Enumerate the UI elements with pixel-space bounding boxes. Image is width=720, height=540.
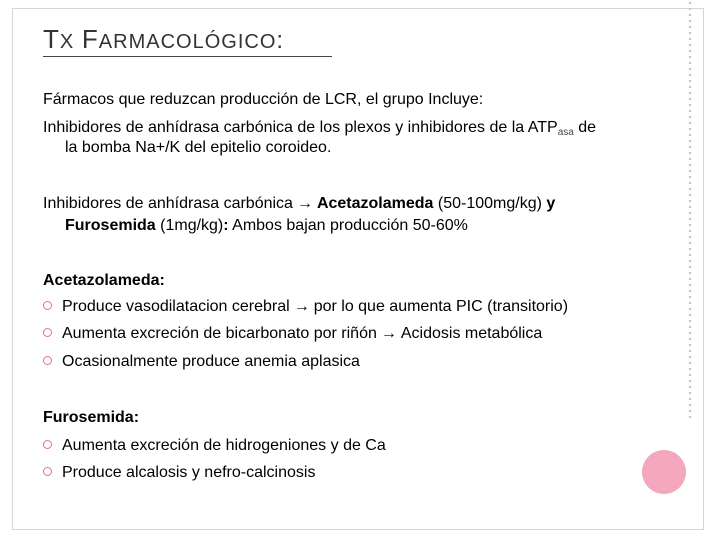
arrow-icon: → <box>296 195 313 212</box>
list-item-text: Produce alcalosis y nefro-calcinosis <box>62 464 316 481</box>
atpasa-subscript: asa <box>557 127 574 138</box>
circle-bullet-icon <box>43 328 52 337</box>
list-item-text: Produce vasodilatacion cerebral <box>62 298 290 315</box>
slide-title <box>43 24 284 55</box>
summary-colon: : <box>223 217 229 234</box>
summary-acetazolameda: Acetazolameda <box>316 195 434 212</box>
list-item-text: Aumenta excreción de hidrogeniones y de Ca <box>62 437 386 454</box>
list-item <box>43 296 568 318</box>
title-colon: : <box>276 27 285 54</box>
arrow-icon: → <box>380 325 397 342</box>
circle-bullet-icon <box>43 356 52 365</box>
title-f: F <box>81 24 99 54</box>
intro-line-1: Fármacos que reduzcan producción de LCR, el grupo Incluye: <box>43 91 484 108</box>
circle-bullet-icon <box>43 440 52 449</box>
dotted-border-decoration <box>687 0 693 420</box>
title-x: X <box>59 31 75 53</box>
intro-line-3: la bomba Na+/K del epitelio coroideo. <box>65 139 332 156</box>
intro-line-2-end: de <box>573 119 597 136</box>
list-item-text: Ocasionalmente produce anemia aplasica <box>62 353 360 370</box>
acetazolameda-heading: Acetazolameda: <box>43 272 165 289</box>
pink-circle-decoration <box>642 450 686 494</box>
summary-part-1: Inhibidores de anhídrasa carbónica <box>43 195 293 212</box>
summary-dose-1: (50-100mg/kg) <box>433 195 547 212</box>
circle-bullet-icon <box>43 301 52 310</box>
summary-dose-2: (1mg/kg) <box>155 217 224 234</box>
title-t: T <box>43 24 60 54</box>
list-item-text-2: Acidosis metabólica <box>400 325 543 342</box>
title-armacologico: ARMACOLÓGICO <box>98 31 277 53</box>
list-item <box>43 323 542 345</box>
furosemida-heading: Furosemida: <box>43 409 140 426</box>
title-underline <box>43 56 332 57</box>
list-item-text: Aumenta excreción de bicarbonato por riñón <box>62 325 377 342</box>
list-item-text-2: por lo que aumenta PIC (transitorio) <box>313 298 569 315</box>
summary-line-1 <box>43 193 555 215</box>
summary-y: y <box>546 195 556 212</box>
arrow-icon: → <box>293 298 310 315</box>
summary-furosemida: Furosemida <box>65 217 156 234</box>
list-item <box>43 462 315 484</box>
intro-line-2-text: Inhibidores de anhídrasa carbónica de los plexos y inhibidores de la ATP <box>43 119 558 136</box>
summary-line-2 <box>43 215 468 237</box>
list-item <box>43 435 386 457</box>
summary-rest: Ambos bajan producción 50-60% <box>228 217 468 234</box>
circle-bullet-icon <box>43 467 52 476</box>
list-item <box>43 351 360 373</box>
